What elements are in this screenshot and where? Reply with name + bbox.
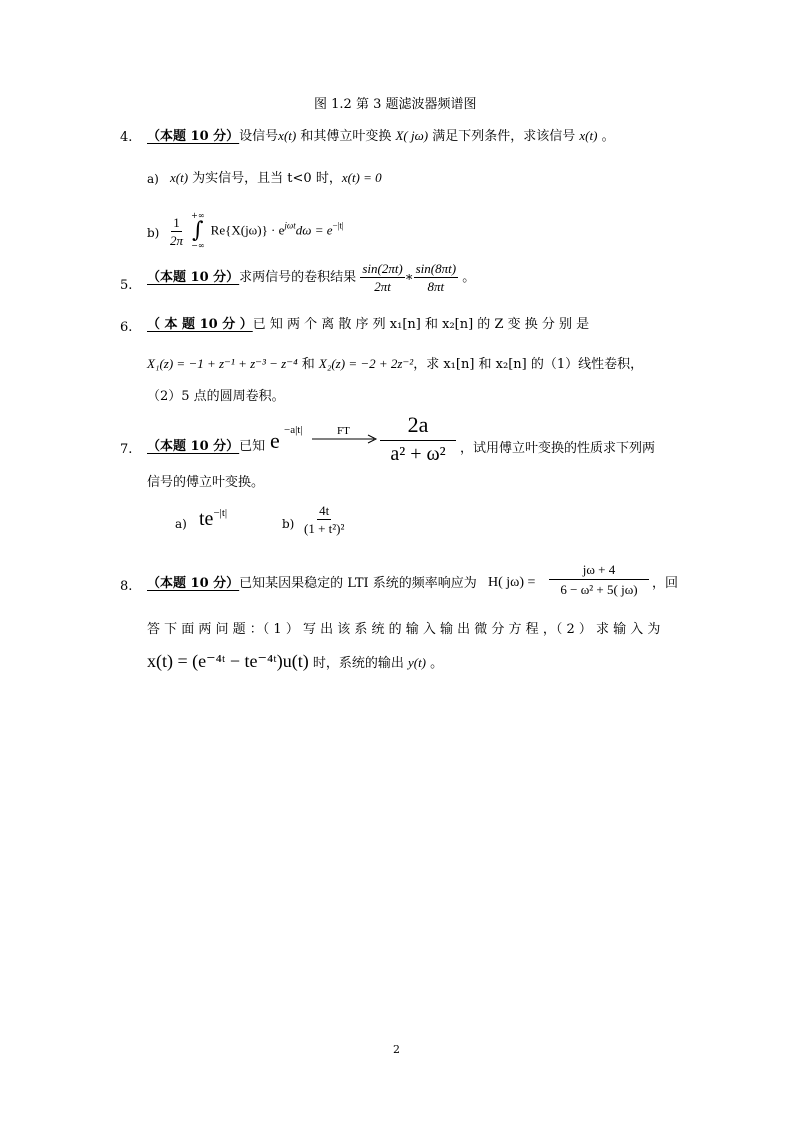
q4-b-integral — [191, 212, 204, 250]
q6-X1z: X₁(z) = −1 + z⁻¹ + z⁻³ − z⁻⁴ — [147, 356, 298, 371]
q4-b-int-top: +∞ — [191, 211, 205, 220]
q4-line1 — [147, 129, 615, 143]
q7-e-base: e — [270, 428, 280, 453]
q8-yt: y(t) — [407, 655, 427, 670]
q8-h-fraction — [549, 563, 649, 596]
figure-caption: 图 1.2 第 3 题滤波器频谱图 — [314, 97, 477, 112]
q4-b-int-bot: −∞ — [191, 241, 205, 250]
q7-rhs-den: a² + ω² — [390, 443, 446, 465]
q8-line3 — [147, 652, 443, 670]
q8-line3-text: 时，系统的输出 — [308, 656, 408, 671]
q6-points-label: （ 本 题 10 分 ） — [147, 317, 253, 332]
q8-points-label: （本题 10 分） — [147, 576, 240, 591]
q6-number: 6. — [120, 320, 133, 335]
q5-f2-den: 8πt — [427, 279, 445, 294]
q4-b-exp1: jωt — [284, 220, 296, 231]
q4-a-xt: x(t) — [170, 170, 189, 185]
q5-convolution-op: ∗ — [404, 269, 414, 284]
q8-text1: 已知某因果稳定的 LTI 系统的频率响应为 — [239, 576, 477, 591]
q6-X2z: X₂(z) = −2 + 2z⁻² — [318, 356, 414, 371]
q7-e-exponent: −a|t| — [284, 424, 303, 436]
q8-text2: ，回 — [652, 576, 679, 591]
q4-a-eq: x(t) = 0 — [341, 170, 382, 185]
q7-a-label: a) — [175, 517, 187, 531]
q5-number: 5. — [120, 278, 133, 293]
page-number: 2 — [393, 1043, 400, 1056]
q4-b-rest: dω = e — [295, 222, 333, 238]
q6-text1: 已 知 两 个 离 散 序 列 x₁[n] 和 x₂[n] 的 Z 变 换 分 别 是 — [252, 317, 590, 332]
q7-a-expr — [199, 508, 227, 529]
q4-b-frac-den: 2π — [170, 232, 184, 248]
transform-arrow-icon — [312, 434, 378, 444]
q6-line3: （2）5 点的圆周卷积。 — [147, 389, 285, 404]
q8-number: 8. — [120, 579, 133, 594]
q7-text1: 已知 — [239, 439, 266, 454]
q4-text2: 和其傅立叶变换 — [296, 129, 396, 144]
q4-xt: x(t) — [278, 128, 297, 143]
q7-a-exponent: −|t| — [213, 507, 228, 519]
q4-a-label: a) — [147, 172, 159, 186]
integral-sign-icon: ∫ — [192, 218, 204, 243]
q4-text1: 设信号 — [239, 129, 279, 144]
q5-text: 求两信号的卷积结果 — [239, 270, 357, 285]
q5-f2-num: sin(8πt) — [415, 261, 457, 276]
q4-text4: 。 — [597, 129, 615, 144]
q8-h-den: 6 − ω² + 5( jω) — [560, 582, 638, 597]
q7-rhs-fraction — [380, 414, 456, 464]
q7-rhs-num: 2a — [407, 412, 429, 437]
q4-Xjw: X( jω) — [395, 128, 429, 143]
q6-and: 和 — [297, 357, 319, 372]
q4-b-label: b) — [147, 226, 160, 240]
q7-ft-label: FT — [337, 425, 350, 437]
q6-line1 — [147, 318, 589, 331]
q4-points-label: （本题 10 分） — [147, 129, 240, 144]
q8-input-eq: x(t) = (e⁻⁴ᵗ − te⁻⁴ᵗ)u(t) — [147, 651, 309, 671]
q7-label-text — [147, 440, 265, 453]
q6-line2-text: ，求 x₁[n] 和 x₂[n] 的（1）线性卷积， — [413, 357, 644, 372]
q5-f1-den: 2πt — [374, 279, 391, 294]
q5-line — [147, 262, 475, 293]
q4-b-fraction — [168, 216, 185, 247]
q5-fraction-2 — [414, 262, 458, 293]
q7-b-fraction — [302, 504, 346, 535]
q4-xt2: x(t) — [579, 128, 598, 143]
q4-a-text: 为实信号，且当 t<0 时， — [188, 171, 342, 186]
q4-b-equation — [168, 212, 344, 250]
q7-a-base: te — [199, 508, 214, 530]
q4-a-line — [170, 171, 382, 185]
q7-points-label: （本题 10 分） — [147, 439, 240, 454]
q8-line2: 答 下 面 两 问 题 ：（ 1 ） 写 出 该 系 统 的 输 入 输 出 微 分 方 程 ，（ 2 ） 求 输 入 为 — [147, 622, 661, 637]
q5-f1-num: sin(2πt) — [362, 261, 403, 276]
q7-b-num: 4t — [319, 503, 330, 518]
q7-line2: 信号的傅立叶变换。 — [147, 475, 265, 490]
q4-b-exp2: −|t| — [332, 220, 344, 231]
q7-number: 7. — [120, 442, 133, 457]
q7-text2: ，试用傅立叶变换的性质求下列两 — [460, 441, 656, 456]
q8-H: H( jω) = — [488, 575, 536, 590]
q7-b-label: b) — [282, 517, 295, 531]
q5-fraction-1 — [360, 262, 404, 293]
q8-line3-end: 。 — [426, 656, 444, 671]
q4-text3: 满足下列条件，求该信号 — [428, 129, 580, 144]
q4-b-body: Re{X(jω)} · e — [210, 222, 285, 238]
q7-b-den: (1 + t²)² — [304, 521, 345, 536]
q5-end: 。 — [458, 270, 476, 285]
q6-line2 — [147, 357, 643, 371]
q7-b-expr — [302, 504, 346, 535]
q4-b-frac-num: 1 — [173, 214, 180, 230]
q5-points-label: （本题 10 分） — [147, 270, 240, 285]
q8-line1 — [147, 577, 477, 590]
q4-number: 4. — [120, 130, 133, 145]
q8-h-num: jω + 4 — [582, 562, 616, 577]
